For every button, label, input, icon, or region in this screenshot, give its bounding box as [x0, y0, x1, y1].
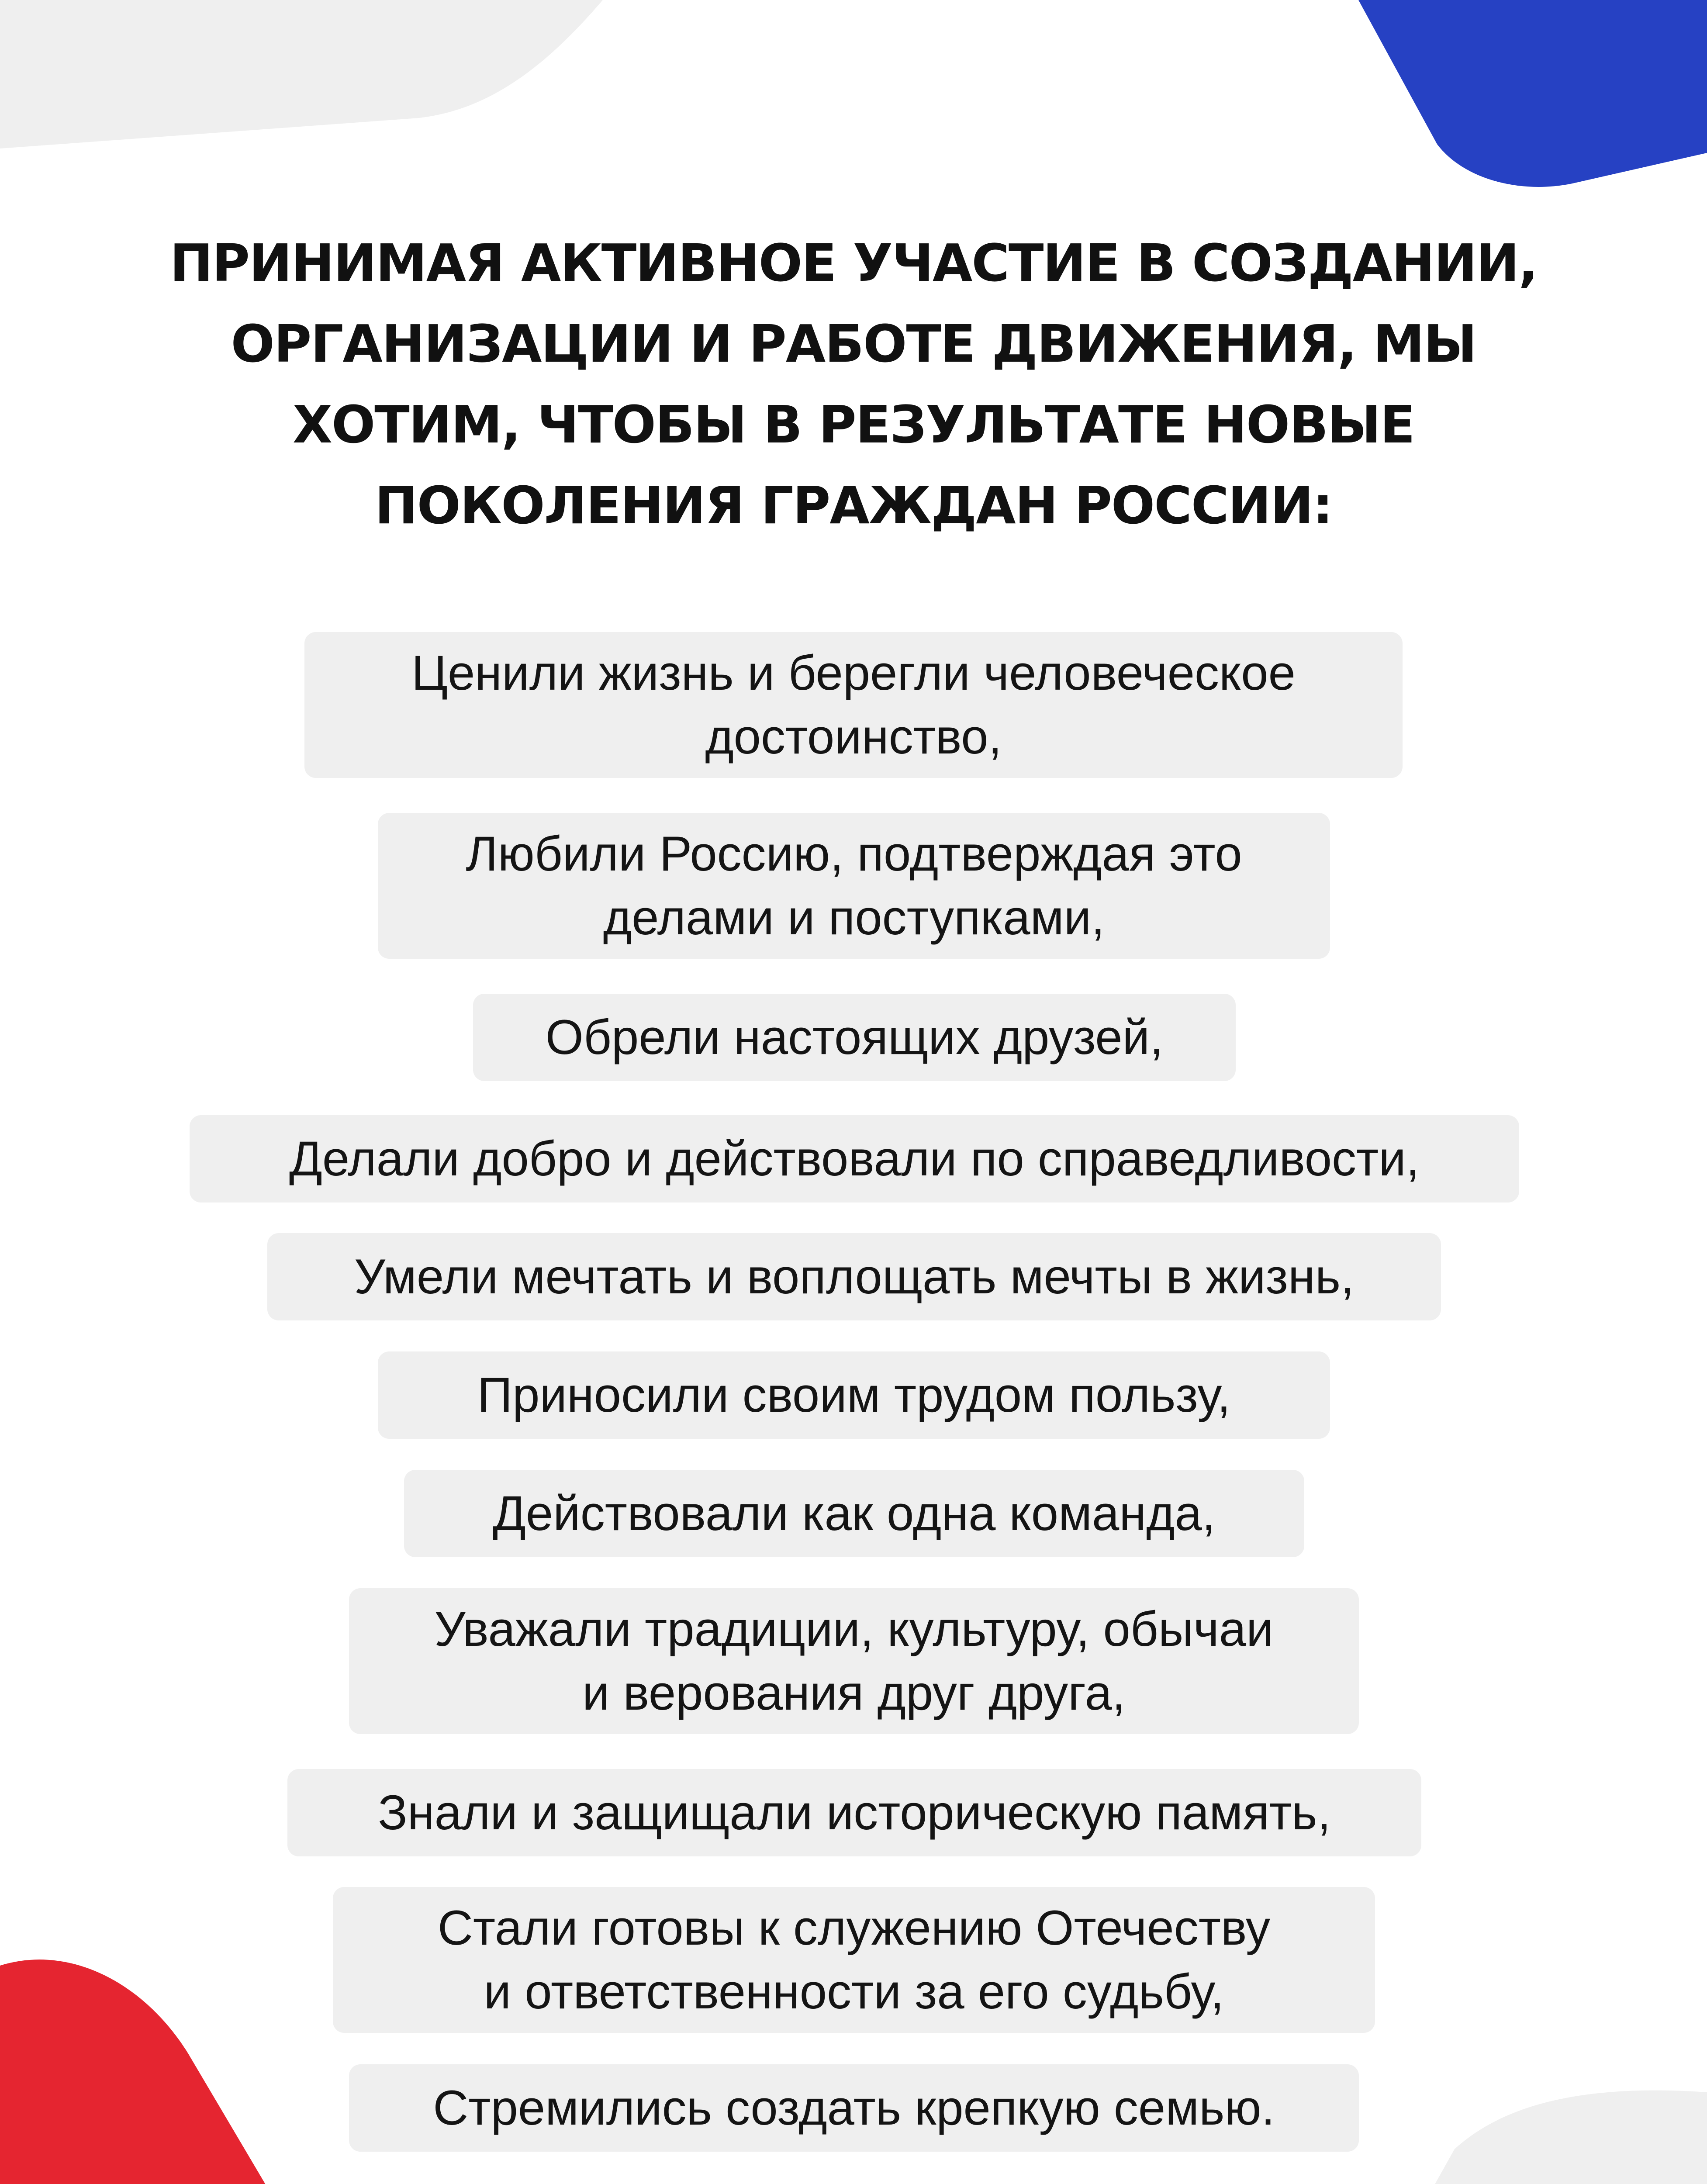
list-item: Знали и защищали историческую память, [287, 1769, 1421, 1856]
list-item: Обрели настоящих друзей, [473, 994, 1236, 1081]
page-heading: ПРИНИМАЯ АКТИВНОЕ УЧАСТИЕ В СОЗДАНИИ, ОРГАНИЗАЦИИ И РАБОТЕ ДВИЖЕНИЯ, МЫ ХОТИМ, ЧТОБЫ В РЕЗУЛЬТАТЕ НОВЫЕ ПОКОЛЕНИЯ ГРАЖДАН РОССИИ: [169, 233, 1538, 536]
list-item: Уважали традиции, культуру, обычаи и верования друг друга, [349, 1588, 1359, 1734]
gray-shape-top-left [0, 0, 603, 149]
blue-shape-top-right [1358, 0, 1707, 187]
list-item: Приносили своим трудом пользу, [378, 1351, 1330, 1439]
gray-shape-bottom-right [1302, 2091, 1707, 2184]
list-item: Умели мечтать и воплощать мечты в жизнь, [267, 1233, 1441, 1320]
list-item: Делали добро и действовали по справедливости, [190, 1115, 1519, 1203]
list-item: Ценили жизнь и берегли человеческое достоинство, [304, 632, 1403, 778]
list-item: Действовали как одна команда, [404, 1470, 1304, 1557]
list-item: Стремились создать крепкую семью. [349, 2064, 1359, 2152]
list-item: Любили Россию, подтверждая это делами и поступками, [378, 813, 1330, 959]
list-item: Стали готовы к служению Отечеству и ответственности за его судьбу, [333, 1887, 1375, 2033]
